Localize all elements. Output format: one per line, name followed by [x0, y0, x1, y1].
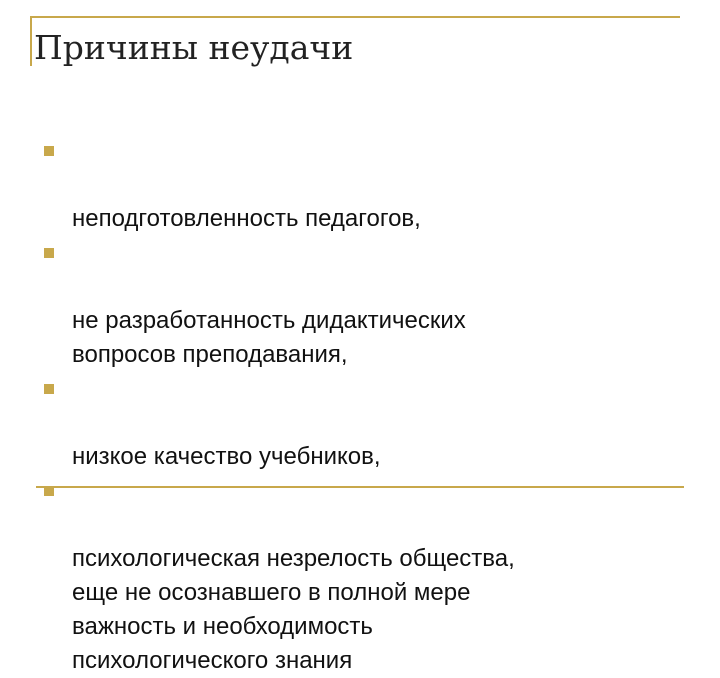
bullet-list: [44, 134, 684, 678]
bullet-text: психологическая незрелость общества, еще не осознавшего в полной мере важность и необходимость психологического знания: [72, 545, 515, 674]
bullet-text: неподготовленность педагогов,: [72, 205, 421, 232]
bullet-item: [44, 372, 684, 474]
square-bullet-icon: [44, 248, 54, 258]
frame-bottom-line: [36, 486, 684, 488]
bullet-item: [44, 236, 684, 372]
bullet-text: не разработанность дидактических вопросов преподавания,: [72, 307, 466, 368]
bullet-item: [44, 134, 684, 236]
bullet-text: низкое качество учебников,: [72, 443, 381, 470]
bullet-item: [44, 474, 684, 678]
slide-title: Причины неудачи: [34, 28, 354, 67]
square-bullet-icon: [44, 384, 54, 394]
square-bullet-icon: [44, 146, 54, 156]
frame-left-line: [30, 16, 32, 66]
frame-top-line: [30, 16, 680, 18]
